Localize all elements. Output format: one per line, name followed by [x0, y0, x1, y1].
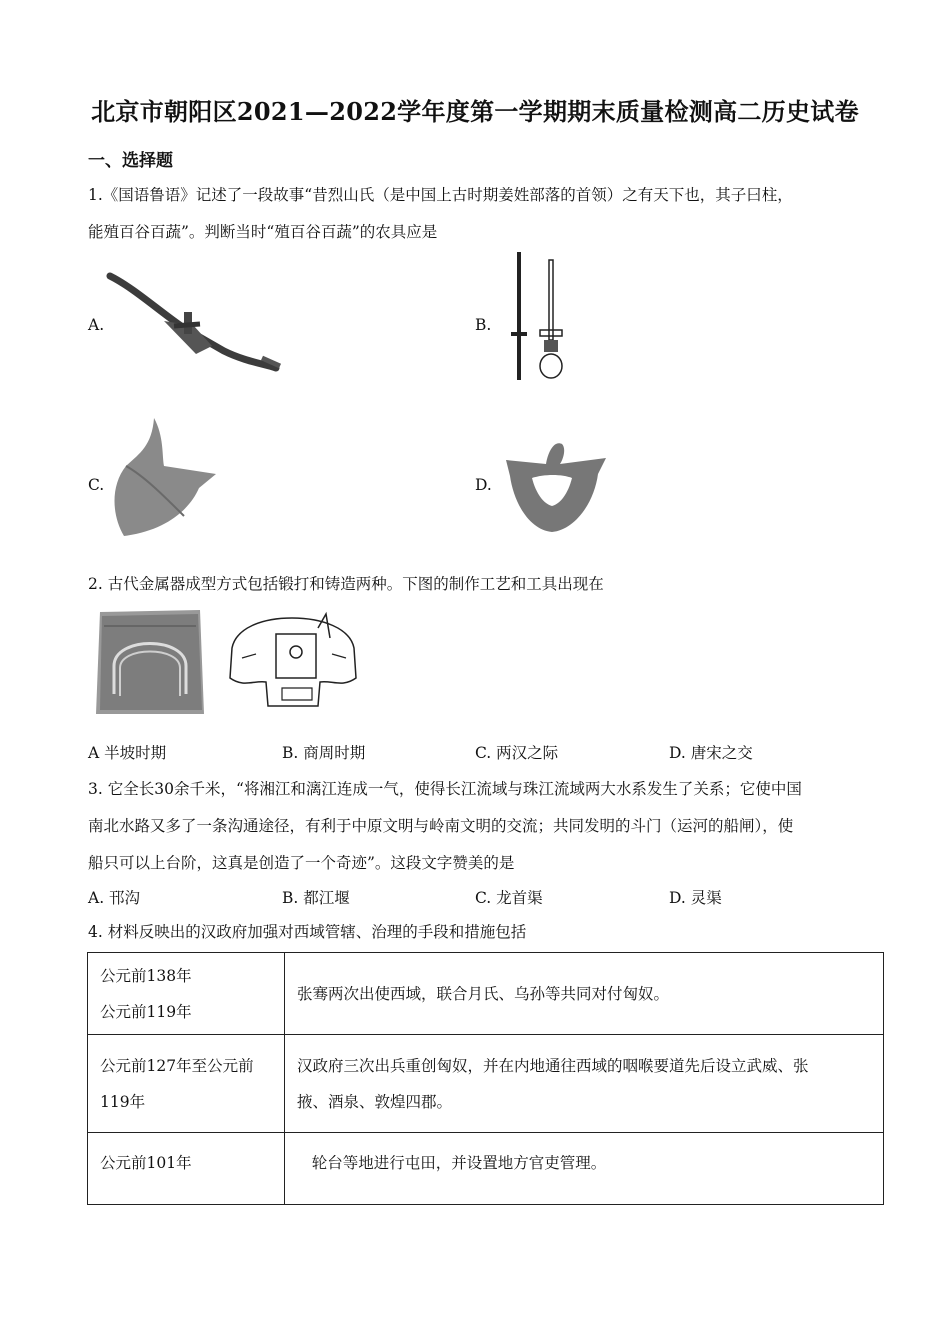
q3-option-b: B. 都江堰: [282, 889, 350, 907]
q4-material-table: [87, 952, 884, 1205]
q1-option-d-label: D.: [475, 476, 492, 494]
table-cell-year: [88, 1133, 285, 1205]
event-line: 掖、酒泉、敦煌四郡。: [297, 1092, 453, 1111]
q4-stem: 4. 材料反映出的汉政府加强对西域管辖、治理的手段和措施包括: [88, 923, 527, 941]
table-row: [88, 1133, 884, 1205]
q3-stem-line3: 船只可以上台阶，这真是创造了一个奇迹”。这段文字赞美的是: [88, 854, 515, 872]
q2-option-a: A 半坡时期: [88, 744, 167, 762]
year-line: 公元前127年至公元前: [100, 1056, 254, 1075]
q3-option-d: D. 灵渠: [669, 889, 722, 907]
section-heading: 一、选择题: [88, 151, 173, 171]
q1-option-a-label: A.: [88, 316, 105, 334]
q1-option-b-label: B.: [475, 316, 492, 334]
q3-stem-line2: 南北水路又多了一条沟通途径，有利于中原文明与岭南文明的交流；共同发明的斗门（运河的船闸），使: [88, 817, 794, 835]
q2-stem: 2. 古代金属器成型方式包括锻打和铸造两种。下图的制作工艺和工具出现在: [88, 575, 604, 593]
plowshare-image: [104, 416, 224, 541]
hoe-image: [502, 434, 612, 539]
q1-stem-line2: 能殖百谷百蔬”。判断当时“殖百谷百蔬”的农具应是: [88, 223, 438, 241]
table-cell-event: [285, 1133, 884, 1205]
q3-stem-line1: 3. 它全长30余千米，“将湘江和漓江连成一气，使得长江流域与珠江流域两大水系发生了关系；它使中国: [88, 780, 802, 798]
q3-option-c: C. 龙首渠: [475, 889, 543, 907]
q3-option-a: A. 邗沟: [88, 889, 141, 907]
mold-drawing-image: [222, 608, 364, 712]
q2-option-d: D. 唐宋之交: [669, 744, 753, 762]
year-line: 公元前119年: [100, 1002, 192, 1021]
table-row: [88, 1035, 884, 1133]
event-line: 张骞两次出使西域，联合月氏、乌孙等共同对付匈奴。: [297, 984, 670, 1003]
plow-image: [104, 266, 284, 376]
table-row: [88, 953, 884, 1035]
event-line: 轮台等地进行屯田，并设置地方官吏管理。: [297, 1154, 607, 1172]
year-line: 119年: [100, 1092, 146, 1111]
year-line: 公元前101年: [100, 1154, 192, 1172]
spade-tools-image: [500, 250, 580, 385]
table-cell-event: [285, 953, 884, 1035]
table-cell-year: [88, 1035, 285, 1133]
year-line: 公元前138年: [100, 966, 192, 985]
q2-option-c: C. 两汉之际: [475, 744, 559, 762]
table-cell-event: [285, 1035, 884, 1133]
table-cell-year: [88, 953, 285, 1035]
event-line: 汉政府三次出兵重创匈奴，并在内地通往西域的咽喉要道先后设立武威、张: [297, 1056, 809, 1075]
page-title: 北京市朝阳区2021—2022学年度第一学期期末质量检测高二历史试卷: [91, 97, 859, 126]
q2-option-b: B. 商周时期: [282, 744, 366, 762]
casting-mold-image: [90, 606, 210, 718]
q1-option-c-label: C.: [88, 476, 105, 494]
q1-stem-line1: 1.《国语鲁语》记述了一段故事“昔烈山氏（是中国上古时期姜姓部落的首领）之有天下也，其子曰柱，: [88, 186, 793, 204]
